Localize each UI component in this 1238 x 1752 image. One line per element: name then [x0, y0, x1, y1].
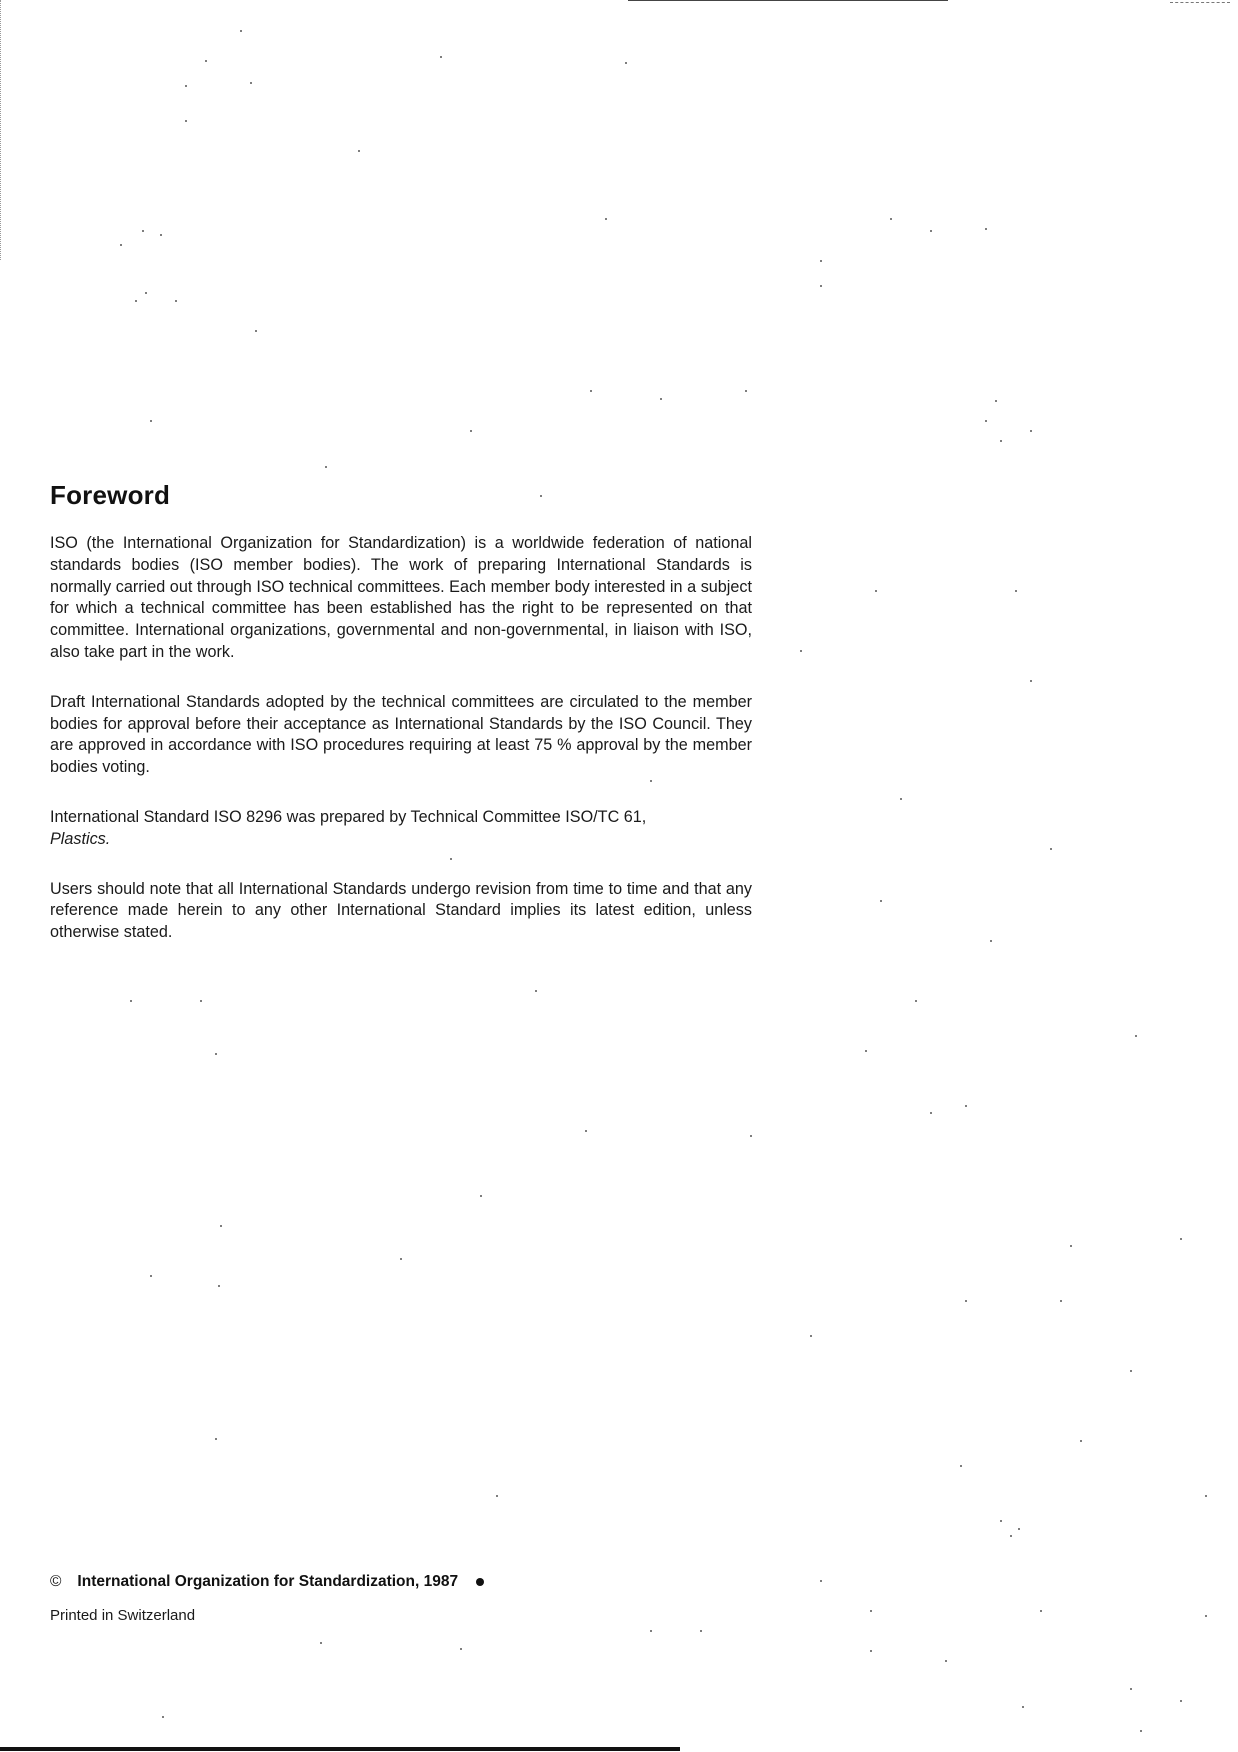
scan-speck [1180, 1238, 1182, 1240]
page-footer [50, 1573, 750, 1624]
scan-speck [218, 1285, 220, 1287]
scan-speck [135, 300, 137, 302]
paragraph-draft-standards: Draft International Standards adopted by the technical committees are circulated to the member bodies for approval before their acceptance as International Standards by the ISO Council. They are approved in accordance with ISO procedures requiring at least 75 % approval by the member bodies voting. [50, 692, 752, 777]
scan-speck [990, 940, 992, 942]
scan-speck [130, 1000, 132, 1002]
scan-speck [535, 990, 537, 992]
scan-speck [900, 798, 902, 800]
printed-location: Printed in Switzerland [50, 1607, 196, 1624]
scan-speck [945, 1660, 947, 1662]
scan-speck [1080, 1440, 1082, 1442]
copyright-line [50, 1573, 750, 1591]
scan-speck [205, 60, 207, 62]
scan-edge-line [1170, 2, 1230, 4]
scan-speck [185, 120, 187, 122]
scan-speck [255, 330, 257, 332]
scan-speck [605, 218, 607, 220]
scan-speck [240, 30, 242, 32]
scan-speck [160, 234, 162, 236]
scan-speck [1205, 1495, 1207, 1497]
scan-speck [400, 1258, 402, 1260]
paragraph-iso-intro: ISO (the International Organization for Standardization) is a worldwide federation of national standards bodies (ISO member bodies). The work of preparing International Standards is normally carried out through ISO technical committees. Each member body interested in a subject for which a technical committee has been established has the right to be represented on that committee. International organizations, governmental and non-governmental, in liaison with ISO, also take part in the work. [50, 534, 752, 661]
scan-speck [200, 1000, 202, 1002]
scan-speck [820, 285, 822, 287]
scan-speck [625, 62, 627, 64]
scan-speck [1130, 1370, 1132, 1372]
scan-speck [750, 1135, 752, 1137]
scan-speck [250, 82, 252, 84]
scan-speck [480, 1195, 482, 1197]
scan-speck [496, 1495, 498, 1497]
scan-speck [325, 466, 327, 468]
scan-speck [585, 1130, 587, 1132]
scan-speck [185, 85, 187, 87]
scan-speck [1000, 440, 1002, 442]
scan-speck [700, 1630, 702, 1632]
scan-speck [1022, 1706, 1024, 1708]
scan-speck [820, 1580, 822, 1582]
scan-speck [810, 1335, 812, 1337]
scan-speck [660, 398, 662, 400]
scan-bottom-edge [0, 1747, 680, 1751]
scan-speck [150, 420, 152, 422]
scan-speck [590, 390, 592, 392]
scan-speck [1000, 1520, 1002, 1522]
scan-edge-line [0, 0, 2, 260]
scan-speck [460, 1648, 462, 1650]
scan-speck [358, 150, 360, 152]
scan-speck [890, 218, 892, 220]
copyright-icon: © [50, 1573, 62, 1590]
scan-speck [930, 1112, 932, 1114]
scan-speck [1130, 1688, 1132, 1690]
scan-speck [985, 420, 987, 422]
scan-speck [220, 1225, 222, 1227]
scan-speck [960, 1465, 962, 1467]
scan-speck [1018, 1528, 1020, 1530]
scan-speck [875, 590, 877, 592]
copyright-text: International Organization for Standardization, 1987 [77, 1573, 459, 1590]
bullet-icon [476, 1578, 484, 1586]
foreword-section [50, 480, 752, 972]
paragraph-prepared-by [50, 807, 752, 851]
scan-speck [142, 230, 144, 232]
scan-speck [1135, 1035, 1137, 1037]
scan-speck [162, 1716, 164, 1718]
scan-speck [1010, 1535, 1012, 1537]
scan-speck [880, 900, 882, 902]
scan-speck [995, 400, 997, 402]
scan-speck [1180, 1700, 1182, 1702]
scan-speck [440, 56, 442, 58]
scan-speck [800, 650, 802, 652]
scan-speck [650, 1630, 652, 1632]
scan-speck [320, 1642, 322, 1644]
paragraph-revision-note: Users should note that all International Standards undergo revision from time to time and that any reference made herein to any other International Standard implies its latest edition, unless otherwise stated. [50, 879, 752, 942]
scan-speck [930, 230, 932, 232]
scan-speck [985, 228, 987, 230]
scan-speck [865, 1050, 867, 1052]
scan-speck [150, 1275, 152, 1277]
scan-speck [870, 1610, 872, 1612]
scan-speck [1015, 590, 1017, 592]
scan-speck [1070, 1245, 1072, 1247]
scan-speck [145, 292, 147, 294]
scan-edge-line [628, 0, 948, 1]
scan-speck [870, 1650, 872, 1652]
scan-speck [1140, 1730, 1142, 1732]
prepared-by-text: International Standard ISO 8296 was prepared by Technical Committee ISO/TC 61, [50, 807, 647, 826]
scan-speck [215, 1053, 217, 1055]
committee-name: Plastics. [50, 829, 111, 848]
scan-speck [1050, 848, 1052, 850]
scan-speck [120, 244, 122, 246]
scan-speck [1030, 680, 1032, 682]
scan-speck [915, 1000, 917, 1002]
scan-speck [215, 1438, 217, 1440]
scan-speck [470, 430, 472, 432]
scan-speck [1205, 1615, 1207, 1617]
scan-speck [745, 390, 747, 392]
scan-speck [1040, 1610, 1042, 1612]
scan-speck [1030, 430, 1032, 432]
scan-speck [965, 1300, 967, 1302]
scan-speck [965, 1105, 967, 1107]
page-title: Foreword [50, 480, 171, 510]
scan-speck [820, 260, 822, 262]
scan-speck [175, 300, 177, 302]
scan-speck [1060, 1300, 1062, 1302]
